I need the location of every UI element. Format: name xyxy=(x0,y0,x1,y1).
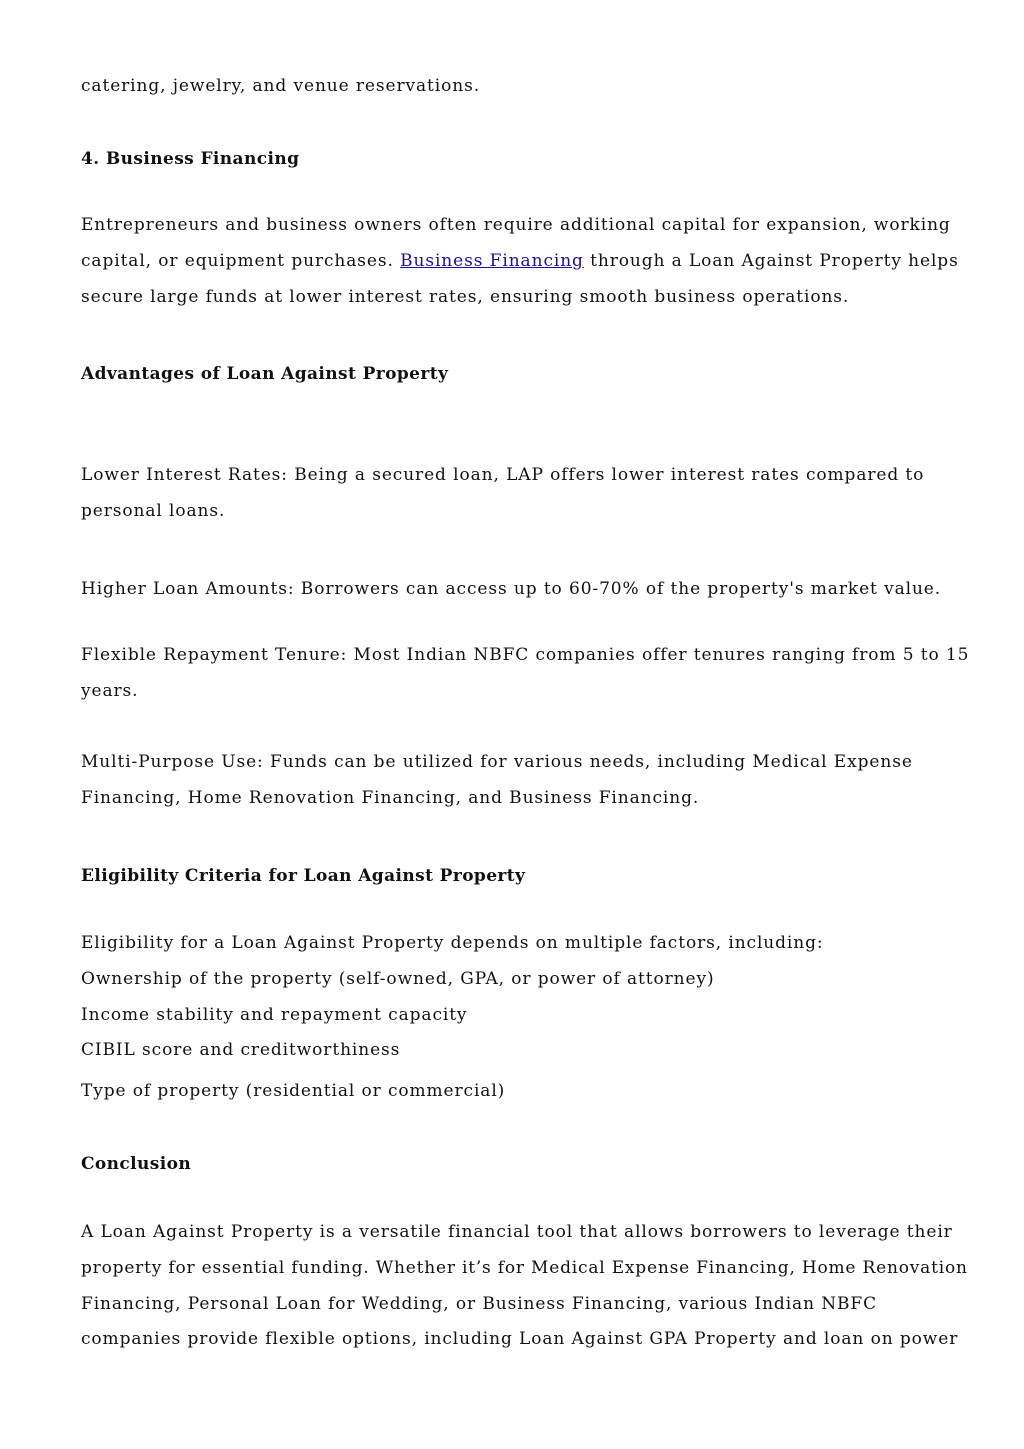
higher-loan-amounts-text: Higher Loan Amounts: Borrowers can access up to 60-70% of the property's market value. xyxy=(81,579,942,599)
eligibility-heading: Eligibility Criteria for Loan Against Property xyxy=(81,866,526,886)
advantages-heading: Advantages of Loan Against Property xyxy=(81,364,449,384)
business-financing-link[interactable]: Business Financing xyxy=(400,251,584,271)
eligibility-item-cibil: CIBIL score and creditworthiness xyxy=(81,1040,401,1060)
eligibility-item-income: Income stability and repayment capacity xyxy=(81,1005,468,1025)
business-paragraph-text-after-link: through a Loan Against Property helps xyxy=(583,251,959,271)
multi-purpose-line-2: Financing, Home Renovation Financing, and Business Financing. xyxy=(81,788,700,808)
business-paragraph-line-3: secure large funds at lower interest rates, ensuring smooth business operations. xyxy=(81,287,850,307)
eligibility-item-property-type: Type of property (residential or commercial) xyxy=(81,1081,506,1101)
conclusion-line-1: A Loan Against Property is a versatile financial tool that allows borrowers to leverage their xyxy=(81,1222,953,1242)
business-financing-heading: 4. Business Financing xyxy=(81,149,300,169)
intro-tail-text: catering, jewelry, and venue reservations. xyxy=(81,76,481,96)
eligibility-intro-text: Eligibility for a Loan Against Property depends on multiple factors, including: xyxy=(81,933,824,953)
business-paragraph-line-1: Entrepreneurs and business owners often require additional capital for expansion, working xyxy=(81,215,951,235)
lower-interest-rates-line-1: Lower Interest Rates: Being a secured loan, LAP offers lower interest rates compared to xyxy=(81,465,925,485)
conclusion-line-2: property for essential funding. Whether it’s for Medical Expense Financing, Home Renovation xyxy=(81,1258,968,1278)
lower-interest-rates-line-2: personal loans. xyxy=(81,501,226,521)
eligibility-item-ownership: Ownership of the property (self-owned, GPA, or power of attorney) xyxy=(81,969,715,989)
business-paragraph-text-before-link: capital, or equipment purchases. xyxy=(81,251,401,271)
conclusion-line-4: companies provide flexible options, including Loan Against GPA Property and loan on power xyxy=(81,1329,959,1349)
conclusion-heading: Conclusion xyxy=(81,1154,192,1174)
business-paragraph-line-2 xyxy=(81,250,971,272)
flexible-tenure-line-1: Flexible Repayment Tenure: Most Indian NBFC companies offer tenures ranging from 5 to 15 xyxy=(81,645,970,665)
conclusion-line-3: Financing, Personal Loan for Wedding, or Business Financing, various Indian NBFC xyxy=(81,1294,878,1314)
flexible-tenure-line-2: years. xyxy=(81,681,139,701)
multi-purpose-line-1: Multi-Purpose Use: Funds can be utilized for various needs, including Medical Expense xyxy=(81,752,913,772)
